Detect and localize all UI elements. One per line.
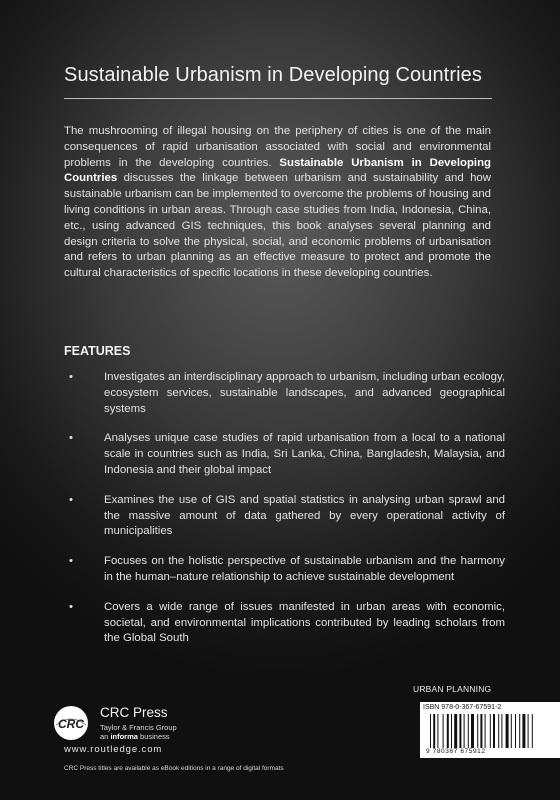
feature-item (64, 370, 505, 417)
description-text-1: The mushrooming of illegal housing on the periphery of cities is one of the main consequences of rapid urbanisation associated with social and environmental problems in the developing countries. (64, 125, 491, 169)
feature-text: Investigates an interdisciplinary approach to urbanism, including urban ecology, ecosystem services, sustainable landscapes, and advanced geographical systems (104, 371, 505, 415)
business-brand: informa (110, 732, 138, 741)
bullet-icon: • (69, 555, 73, 568)
publisher-business (100, 732, 170, 741)
feature-text: Covers a wide range of issues manifested in urban areas with economic, societal, and environmental implications contributed by leading scholars from the Global South (104, 600, 505, 645)
logo-text: CRC (58, 717, 84, 731)
features-heading: FEATURES (64, 344, 131, 358)
feature-item (64, 554, 505, 586)
feature-text: Examines the use of GIS and spatial statistics in analysing urban sprawl and the massive amount of data gathered by every operational activity of municipalities (104, 493, 505, 538)
bullet-icon: • (69, 493, 73, 506)
publisher-name: CRC Press (100, 705, 168, 720)
bullet-icon: • (69, 600, 73, 613)
business-prefix: an (100, 732, 111, 741)
publisher-website: www.routledge.com (64, 744, 163, 755)
feature-item (64, 600, 505, 647)
features-list (64, 370, 505, 661)
business-suffix: business (137, 732, 170, 741)
crc-press-logo-icon (53, 705, 89, 741)
publisher-group: Taylor & Francis Group (100, 723, 177, 732)
isbn-number: ISBN 978-0-367-67591-2 (423, 704, 502, 711)
feature-item (64, 493, 505, 540)
bullet-icon: • (69, 371, 73, 383)
description-text-2: discusses the linkage between urbanism and sustainability and how sustainable urbanism can be implemented to overcome the problems of housing and living conditions in urban areas. Through case studies from India, Indonesia, China, etc., using advanced GIS techniques, this book analyses several planning and design criteria to solve the physical, social, and economic problems of urbanisation and refers to urban planning as an effective measure to protect and promote the cultural characteristics of specific locations in these developing countries. (64, 172, 491, 280)
book-title: Sustainable Urbanism in Developing Countries (64, 64, 482, 86)
bullet-icon: • (69, 432, 73, 445)
description-book-title: Sustainable Urbanism in Developing Countries (64, 156, 492, 185)
isbn-barcode (420, 702, 560, 758)
book-description (64, 124, 491, 282)
subject-category: URBAN PLANNING (413, 684, 492, 694)
barcode-digits: 9 780367 675912 (426, 748, 486, 755)
barcode-icon (430, 714, 560, 748)
feature-item (64, 431, 505, 478)
ebook-note: CRC Press titles are available as eBook editions in a range of digital formats (64, 765, 284, 772)
feature-text: Analyses unique case studies of rapid urbanisation from a local to a national scale in countries such as India, Sri Lanka, China, Bangladesh, Malaysia, and Indonesia and their global impact (104, 432, 505, 476)
title-divider (64, 98, 492, 99)
feature-text: Focuses on the holistic perspective of sustainable urbanism and the harmony in the human–nature relationship to achieve sustainable development (104, 555, 505, 583)
